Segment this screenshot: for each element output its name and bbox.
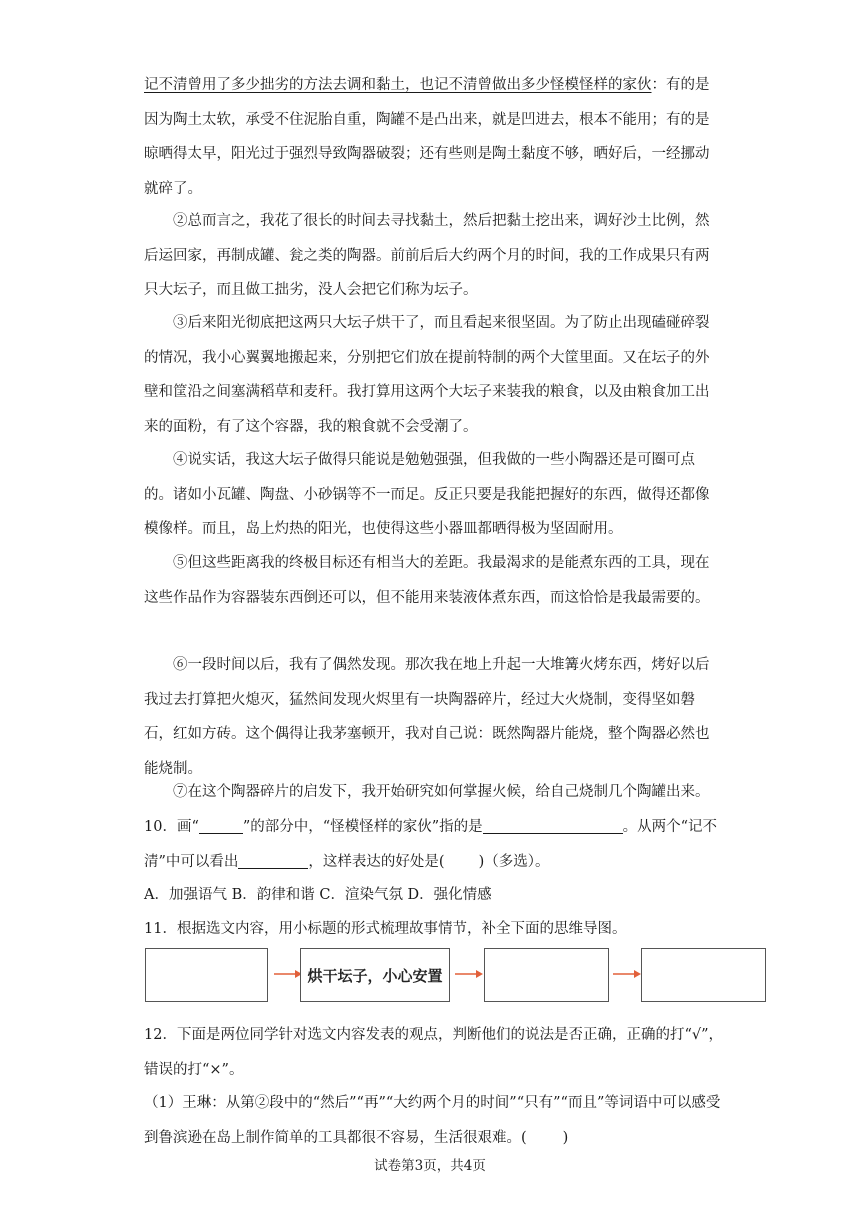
question-10 — [144, 810, 724, 879]
q10-text-b: ”的部分中，“怪模怪样的家伙”指的是 — [242, 819, 483, 835]
arrow-right-icon — [612, 967, 642, 981]
q12-1-close-paren: ) — [562, 1129, 569, 1146]
passage-paragraph-2: ②总而言之，我花了很长的时间去寻找黏土，然后把黏土挖出来，调好沙土比例，然后运回家，再制成罐、瓮之类的陶器。前前后后大约两个月的时间，我的工作成果只有两只大坛子，而且做工拙劣，没人会把它们称为坛子。 — [144, 213, 710, 298]
q10-blank-answer-2[interactable] — [238, 852, 308, 869]
mind-map-box-2: 烘干坛子，小心安置 — [300, 948, 450, 1002]
passage-paragraph-6: ⑥一段时间以后，我有了偶然发现。那次我在地上升起一大堆篝火烤东西，烤好以后我过去打算把火熄灭，猛然间发现火烬里有一块陶器碎片，经过大火烧制，变得坚如磐石，红如方砖。这个偶得让我茅塞顿开，我对自己说：既然陶器片能烧，整个陶器必然也能烧制。 — [144, 657, 710, 777]
arrow-right-icon — [273, 967, 303, 981]
q10-text-a: 10．画“ — [144, 819, 199, 835]
q10-blank-mark[interactable] — [199, 817, 243, 834]
passage-paragraph-5: ⑤但这些距离我的终极目标还有相当大的差距。我最渴求的是能煮东西的工具，现在这些作品作为容器装东西倒还可以，但不能用来装液体煮东西，而这恰恰是我最需要的。 — [144, 555, 710, 606]
arrow-right-icon — [454, 967, 484, 981]
passage-paragraph-4: ④说实话，我这大坛子做得只能说是勉勉强强，但我做的一些小陶器还是可圈可点的。诸如小瓦罐、陶盘、小砂锅等不一而足。反正只要是我能把握好的东西，做得还都像模像样。而且，岛上灼热的阳光，也使得这些小器皿都晒得极为坚固耐用。 — [144, 452, 710, 537]
passage-paragraph-3: ③后来阳光彻底把这两只大坛子烘干了，而且看起来很坚固。为了防止出现磕碰碎裂的情况，我小心翼翼地搬起来，分别把它们放在提前特制的两个大筐里面。又在坛子的外壁和筐沿之间塞满稻草和麦秆。我打算用这两个大坛子来装我的粮食，以及由粮食加工出来的面粉，有了这个容器，我的粮食就不会受潮了。 — [144, 315, 710, 435]
q10-text-d: ，这样表达的好处是( — [308, 853, 445, 870]
mind-map-box-4-empty[interactable] — [641, 948, 766, 1002]
paragraph-1-rest: ：有的是因为陶土太软，承受不住泥胎自重，陶罐不是凸出来，就是凹进去，根本不能用；有的是晾晒得太早，阳光过于强烈导致陶器破裂；还有些则是陶土黏度不够，晒好后，一经挪动就碎了。 — [144, 77, 710, 197]
mind-map-box-3-empty[interactable] — [484, 948, 609, 1002]
q10-blank-answer-1[interactable] — [483, 817, 623, 834]
mind-map — [145, 948, 768, 1004]
question-10-options: A．加强语气 B．韵律和谐 C．渲染气氛 D．强化情感 — [144, 887, 492, 903]
passage-paragraph-7: ⑦在这个陶器碎片的启发下，我开始研究如何掌握火候，给自己烧制几个陶罐出来。 — [173, 784, 710, 800]
q10-text-e: )（多选）。 — [478, 853, 550, 870]
page-footer: 试卷第3页，共4页 — [374, 1158, 486, 1174]
question-12: 12．下面是两位同学针对选文内容发表的观点，判断他们的说法是否正确，正确的打“√”，错误的打“×”。 — [144, 1027, 724, 1078]
underlined-phrase: 记不清曾用了多少拙劣的方法去调和黏土，也记不清曾做出多少怪模怪样的家伙 — [144, 77, 652, 93]
q12-1-text: （1）王琳：从第②段中的“然后”“再”“大约两个月的时间”“只有”“而且”等词语中可以感受到鲁滨逊在岛上制作简单的工具都很不容易，生活很艰难。( — [144, 1095, 721, 1146]
question-12-1 — [144, 1086, 724, 1155]
question-11: 11．根据选文内容，用小标题的形式梳理故事情节，补全下面的思维导图。 — [144, 921, 627, 937]
q10-text-c: 。从两个“记不清”中可以看出 — [144, 819, 718, 870]
mind-map-box-1-empty[interactable] — [145, 948, 268, 1002]
passage-paragraph-1 — [144, 68, 720, 206]
